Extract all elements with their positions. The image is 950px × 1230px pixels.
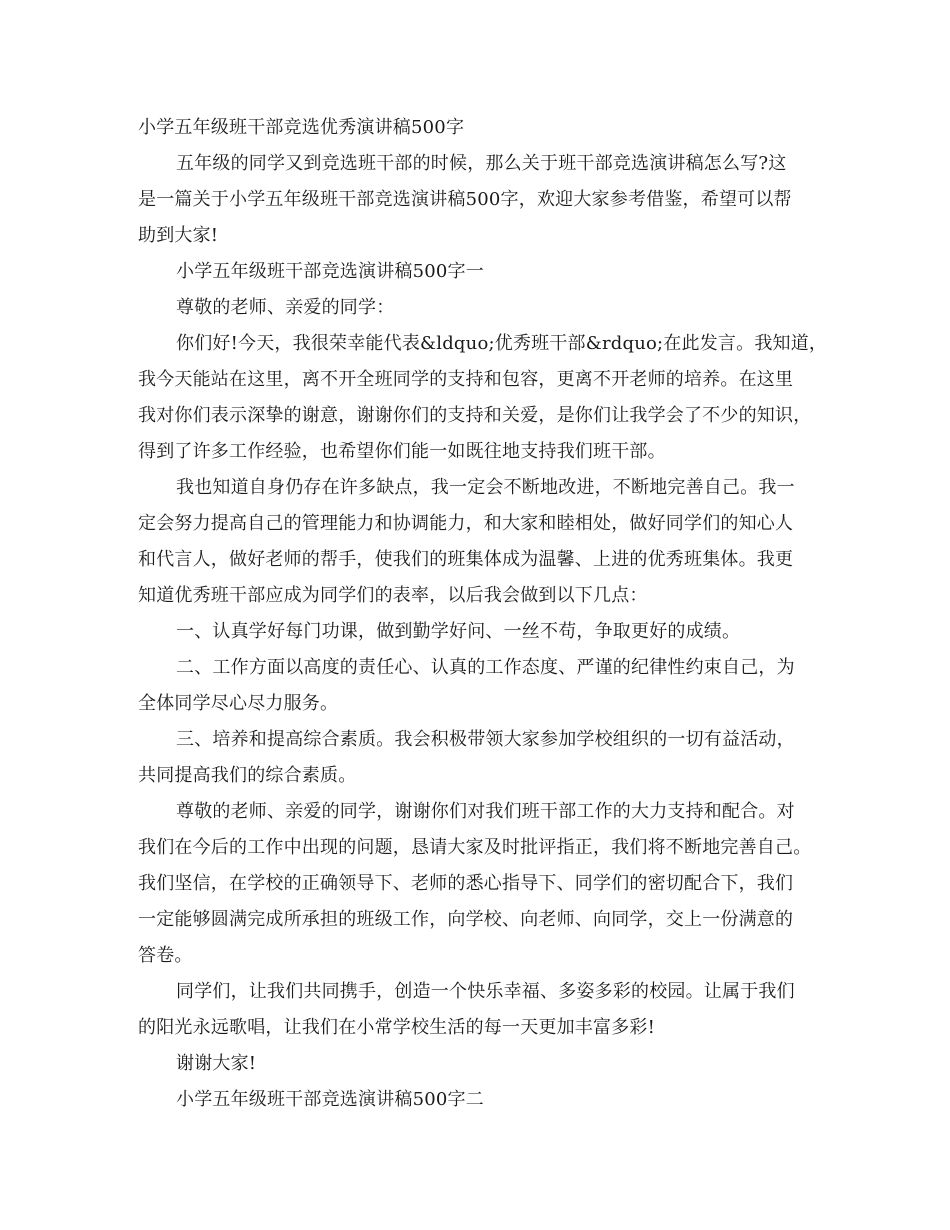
paragraph-line: 和代言人，做好老师的帮手，使我们的班集体成为温馨、上进的优秀班集体。我更 bbox=[138, 549, 794, 570]
paragraph-line: 我们坚信，在学校的正确领导下、老师的悉心指导下、同学们的密切配合下，我们 bbox=[138, 873, 794, 894]
closing-line: 谢谢大家! bbox=[176, 1053, 257, 1074]
paragraph-line: 我也知道自身仍存在许多缺点，我一定会不断地改进，不断地完善自己。我一 bbox=[176, 477, 795, 498]
paragraph-line: 同学们，让我们共同携手，创造一个快乐幸福、多姿多彩的校园。让属于我们 bbox=[176, 981, 795, 1002]
paragraph-line: 得到了许多工作经验，也希望你们能一如既往地支持我们班干部。 bbox=[138, 441, 666, 462]
paragraph-line: 助到大家! bbox=[138, 225, 219, 246]
paragraph-line: 一定能够圆满完成所承担的班级工作，向学校、向老师、向同学，交上一份满意的 bbox=[138, 909, 794, 930]
paragraph-line: 定会努力提高自己的管理能力和协调能力，和大家和睦相处，做好同学们的知心人 bbox=[138, 513, 794, 534]
list-item-continuation: 共同提高我们的综合素质。 bbox=[138, 765, 357, 786]
paragraph-line: 五年级的同学又到竞选班干部的时候，那么关于班干部竞选演讲稿怎么写?这 bbox=[176, 153, 787, 174]
list-item: 一、认真学好每门功课，做到勤学好问、一丝不苟，争取更好的成绩。 bbox=[176, 621, 741, 642]
paragraph-line: 我对你们表示深挚的谢意，谢谢你们的支持和关爱，是你们让我学会了不少的知识， bbox=[138, 405, 812, 426]
paragraph-line: 尊敬的老师、亲爱的同学，谢谢你们对我们班干部工作的大力支持和配合。对 bbox=[176, 801, 795, 822]
list-item: 二、工作方面以高度的责任心、认真的工作态度、严谨的纪律性约束自己，为 bbox=[176, 657, 795, 678]
paragraph-line: 是一篇关于小学五年级班干部竞选演讲稿500字，欢迎大家参考借鉴，希望可以帮 bbox=[138, 189, 792, 210]
paragraph-line: 知道优秀班干部应成为同学们的表率，以后我会做到以下几点： bbox=[138, 585, 648, 606]
salutation: 尊敬的老师、亲爱的同学： bbox=[176, 297, 395, 318]
paragraph-line: 你们好!今天，我很荣幸能代表&ldquo;优秀班干部&rdquo;在此发言。我知道， bbox=[176, 333, 828, 354]
list-item: 三、培养和提高综合素质。我会积极带领大家参加学校组织的一切有益活动， bbox=[176, 729, 795, 750]
paragraph-line: 答卷。 bbox=[138, 945, 193, 966]
paragraph-line: 我今天能站在这里，离不开全班同学的支持和包容，更离不开老师的培养。在这里 bbox=[138, 369, 794, 390]
section-heading: 小学五年级班干部竞选演讲稿500字一 bbox=[176, 261, 484, 282]
section-heading: 小学五年级班干部竞选演讲稿500字二 bbox=[176, 1089, 484, 1110]
list-item-continuation: 全体同学尽心尽力服务。 bbox=[138, 693, 339, 714]
paragraph-line: 的阳光永远歌唱，让我们在小常学校生活的每一天更加丰富多彩! bbox=[138, 1017, 656, 1038]
paragraph-line: 我们在今后的工作中出现的问题，恳请大家及时批评指正，我们将不断地完善自己。 bbox=[138, 837, 812, 858]
document-title: 小学五年级班干部竞选优秀演讲稿500字 bbox=[138, 117, 465, 138]
